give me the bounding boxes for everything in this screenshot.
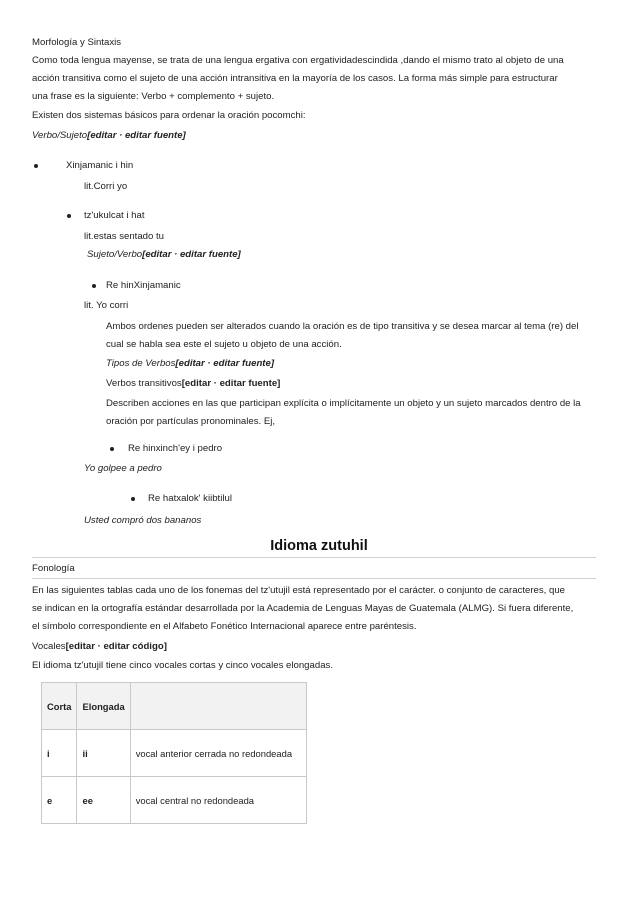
table-cell: ii <box>77 730 130 777</box>
table-cell: e <box>42 777 77 824</box>
paragraph-line: El idioma tz'utujil tiene cinco vocales cortas y cinco vocales elongadas. <box>32 660 333 671</box>
bullet-icon <box>131 497 135 501</box>
edit-link[interactable]: [editar · editar fuente] <box>181 378 281 389</box>
edit-link[interactable]: [editar · editar fuente] <box>142 249 241 260</box>
subheading-label: Verbo/Sujeto <box>32 130 88 141</box>
bullet-icon <box>67 214 71 218</box>
edit-link[interactable]: [editar · editar código] <box>65 641 167 652</box>
subheading-label: Tipos de Verbos <box>106 358 176 369</box>
bullet-icon <box>34 164 38 168</box>
column-header: Elongada <box>77 683 130 730</box>
page-title: Idioma zutuhil <box>270 538 368 554</box>
subheading-sujeto-verbo <box>87 249 241 261</box>
paragraph-line: En las siguientes tablas cada uno de los fonemas del tz'utujil está representado por el carácter. o conjunto de caracteres, que <box>32 585 566 596</box>
example-text: Re hinXinjamanic <box>106 280 181 291</box>
paragraph-line: una frase es la siguiente: Verbo + complemento + sujeto. <box>32 91 275 102</box>
subheading-label: Vocales <box>32 641 66 652</box>
paragraph-line: Describen acciones en las que participan explícita o implícitamente un objeto y un sujeto marcados dentro de la <box>106 398 581 409</box>
subheading-label: Sujeto/Verbo <box>87 249 143 260</box>
vowels-table <box>41 682 307 824</box>
title-divider <box>32 557 596 558</box>
paragraph-line: cual se habla sea este el sujeto u objeto de una acción. <box>106 339 342 350</box>
bullet-icon <box>110 447 114 451</box>
table-row <box>42 730 307 777</box>
example-gloss: lit.Corri yo <box>84 181 128 192</box>
paragraph-line: el símbolo correspondiente en el Alfabeto Fonético Internacional aparece entre paréntesis. <box>32 621 417 632</box>
paragraph-line: Ambos ordenes pueden ser alterados cuando la oración es de tipo transitiva y se desea marcar al tema (re) del <box>106 321 579 332</box>
column-header: Corta <box>42 683 77 730</box>
example-text: Re hinxinch'ey i pedro <box>128 443 223 454</box>
subheading-verbo-sujeto <box>32 130 186 142</box>
paragraph-line: oración por partículas pronominales. Ej, <box>106 416 276 427</box>
section-divider <box>32 578 596 579</box>
subheading-vocales <box>32 641 167 653</box>
bullet-icon <box>92 284 96 288</box>
table-cell: ee <box>77 777 130 824</box>
example-gloss: lit.estas sentado tu <box>84 231 164 242</box>
table-cell: vocal anterior cerrada no redondeada <box>130 730 306 777</box>
section-heading-morfologia: Morfología y Sintaxis <box>32 37 122 48</box>
subheading-tipos-de-verbos <box>106 358 274 370</box>
column-header <box>130 683 306 730</box>
table-cell: vocal central no redondeada <box>130 777 306 824</box>
subheading-verbos-transitivos <box>106 378 280 390</box>
example-gloss: lit. Yo corri <box>84 300 129 311</box>
table-header-row <box>42 683 307 730</box>
subheading-label: Verbos transitivos <box>106 378 182 389</box>
edit-link[interactable]: [editar · editar fuente] <box>87 130 186 141</box>
section-heading-fonologia: Fonología <box>32 563 75 574</box>
edit-link[interactable]: [editar · editar fuente] <box>175 358 275 369</box>
table-cell: i <box>42 730 77 777</box>
paragraph-line: se indican en la ortografía estándar desarrollada por la Academia de Lenguas Mayas de Guatemala (ALMG). Si fuera diferente, <box>32 603 574 614</box>
paragraph-line: Existen dos sistemas básicos para ordenar la oración pocomchi: <box>32 110 306 121</box>
paragraph-line: acción transitiva como el sujeto de una acción intransitiva en la mayoría de los casos. La forma más simple para estructurar <box>32 73 558 84</box>
example-text: Xinjamanic i hin <box>66 160 134 171</box>
table-row <box>42 777 307 824</box>
example-text: Re hatxalok' kiibtilul <box>148 493 232 504</box>
example-text: tz'ukulcat i hat <box>84 210 145 221</box>
paragraph-line: Como toda lengua mayense, se trata de una lengua ergativa con ergatividadescindida ,dando el mismo trato al objeto de una <box>32 55 564 66</box>
example-gloss: Yo golpee a pedro <box>84 463 162 474</box>
example-gloss: Usted compró dos bananos <box>84 515 202 526</box>
